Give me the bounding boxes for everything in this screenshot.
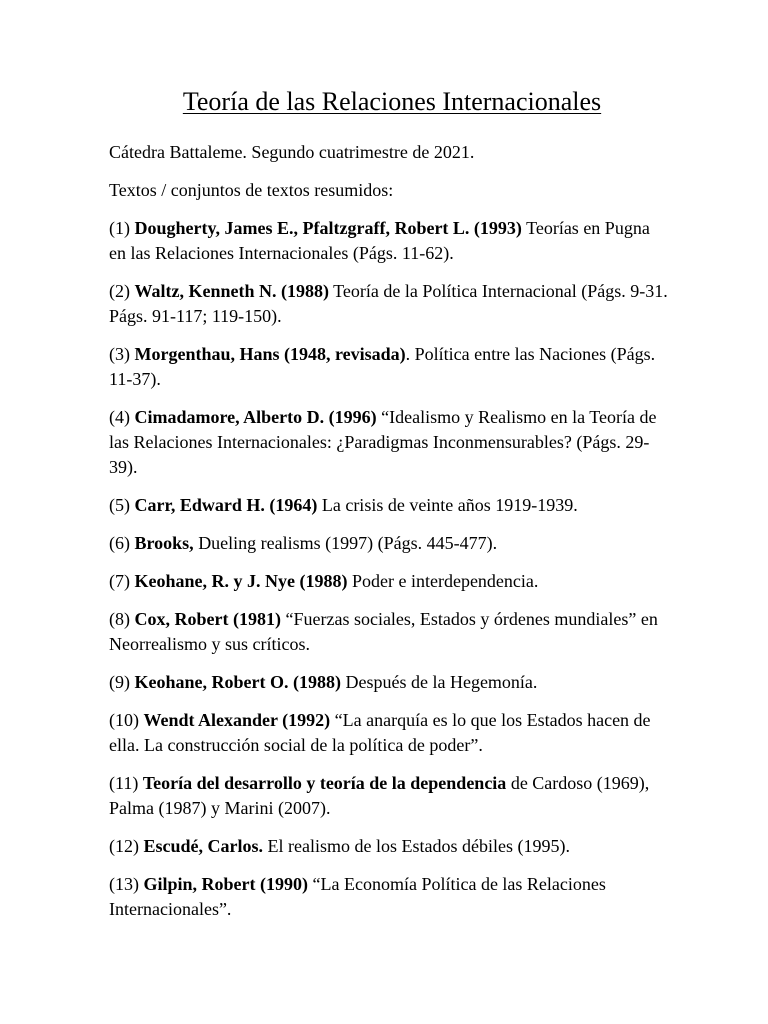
entry-work: El realismo de los Estados débiles (1995).	[263, 836, 570, 856]
reference-entry-10	[109, 708, 669, 758]
reference-entry-8	[109, 607, 669, 657]
document-page	[109, 84, 669, 935]
entry-author: Cimadamore, Alberto D. (1996)	[134, 407, 377, 427]
entry-number: (8)	[109, 609, 135, 629]
entry-work: “Idealismo y Realismo en la Teoría de las Relaciones Internacionales: ¿Paradigmas Inconmensurables? (Págs. 29-39).	[109, 407, 657, 477]
reference-entry-6	[109, 531, 669, 556]
entry-author: Keohane, R. y J. Nye (1988)	[134, 571, 348, 591]
reference-entry-7	[109, 569, 669, 594]
entry-author: Wendt Alexander (1992)	[143, 710, 331, 730]
entry-author: Waltz, Kenneth N. (1988)	[134, 281, 329, 301]
entry-work: Teorías en Pugna en las Relaciones Internacionales (Págs. 11-62).	[109, 218, 650, 263]
entry-number: (5)	[109, 495, 135, 515]
entry-number: (3)	[109, 344, 135, 364]
entry-work: Después de la Hegemonía.	[340, 672, 538, 692]
reference-entry-9	[109, 670, 669, 695]
entry-work: . Política entre las Naciones (Págs. 11-37).	[109, 344, 656, 389]
reference-entry-4	[109, 405, 669, 480]
entry-number: (12)	[109, 836, 144, 856]
entry-number: (13)	[109, 874, 144, 894]
reference-entry-13	[109, 872, 669, 922]
document-intro: Textos / conjuntos de textos resumidos:	[109, 180, 394, 200]
entry-number: (1)	[109, 218, 135, 238]
entry-work: Teoría de la Política Internacional (Págs. 9-31. Págs. 91-117; 119-150).	[109, 281, 668, 326]
entry-work: “Fuerzas sociales, Estados y órdenes mundiales” en Neorrealismo y sus críticos.	[109, 609, 658, 654]
entry-author: Escudé, Carlos.	[143, 836, 264, 856]
entry-number: (7)	[109, 571, 135, 591]
entry-work: Poder e interdependencia.	[347, 571, 539, 591]
reference-entry-5	[109, 493, 669, 518]
entry-author: Cox, Robert (1981)	[134, 609, 281, 629]
entry-author: Teoría del desarrollo y teoría de la dependencia	[142, 773, 507, 793]
entry-work: La crisis de veinte años 1919-1939.	[317, 495, 578, 515]
entry-author: Carr, Edward H. (1964)	[134, 495, 318, 515]
entry-number: (6)	[109, 533, 135, 553]
reference-entry-2	[109, 279, 669, 329]
entry-number: (11)	[109, 773, 143, 793]
entry-number: (4)	[109, 407, 135, 427]
entry-work: de Cardoso (1969), Palma (1987) y Marini (2007).	[109, 773, 650, 818]
document-subtitle: Cátedra Battaleme. Segundo cuatrimestre de 2021.	[109, 142, 475, 162]
entry-author: Morgenthau, Hans (1948, revisada)	[134, 344, 406, 364]
entry-work: “La anarquía es lo que los Estados hacen de ella. La construcción social de la política de poder”.	[109, 710, 651, 755]
entry-number: (10)	[109, 710, 144, 730]
entry-work: “La Economía Política de las Relaciones Internacionales”.	[109, 874, 606, 919]
reference-entry-11	[109, 771, 669, 821]
reference-entry-12	[109, 834, 669, 859]
entry-author: Keohane, Robert O. (1988)	[134, 672, 341, 692]
entry-number: (2)	[109, 281, 135, 301]
document-title: Teoría de las Relaciones Internacionales	[182, 87, 602, 116]
entry-author: Brooks,	[134, 533, 194, 553]
reference-entry-1	[109, 216, 669, 266]
reference-entry-3	[109, 342, 669, 392]
entry-author: Dougherty, James E., Pfaltzgraff, Robert L. (1993)	[134, 218, 522, 238]
entry-work: Dueling realisms (1997) (Págs. 445-477).	[193, 533, 498, 553]
entry-author: Gilpin, Robert (1990)	[143, 874, 308, 894]
entry-number: (9)	[109, 672, 135, 692]
